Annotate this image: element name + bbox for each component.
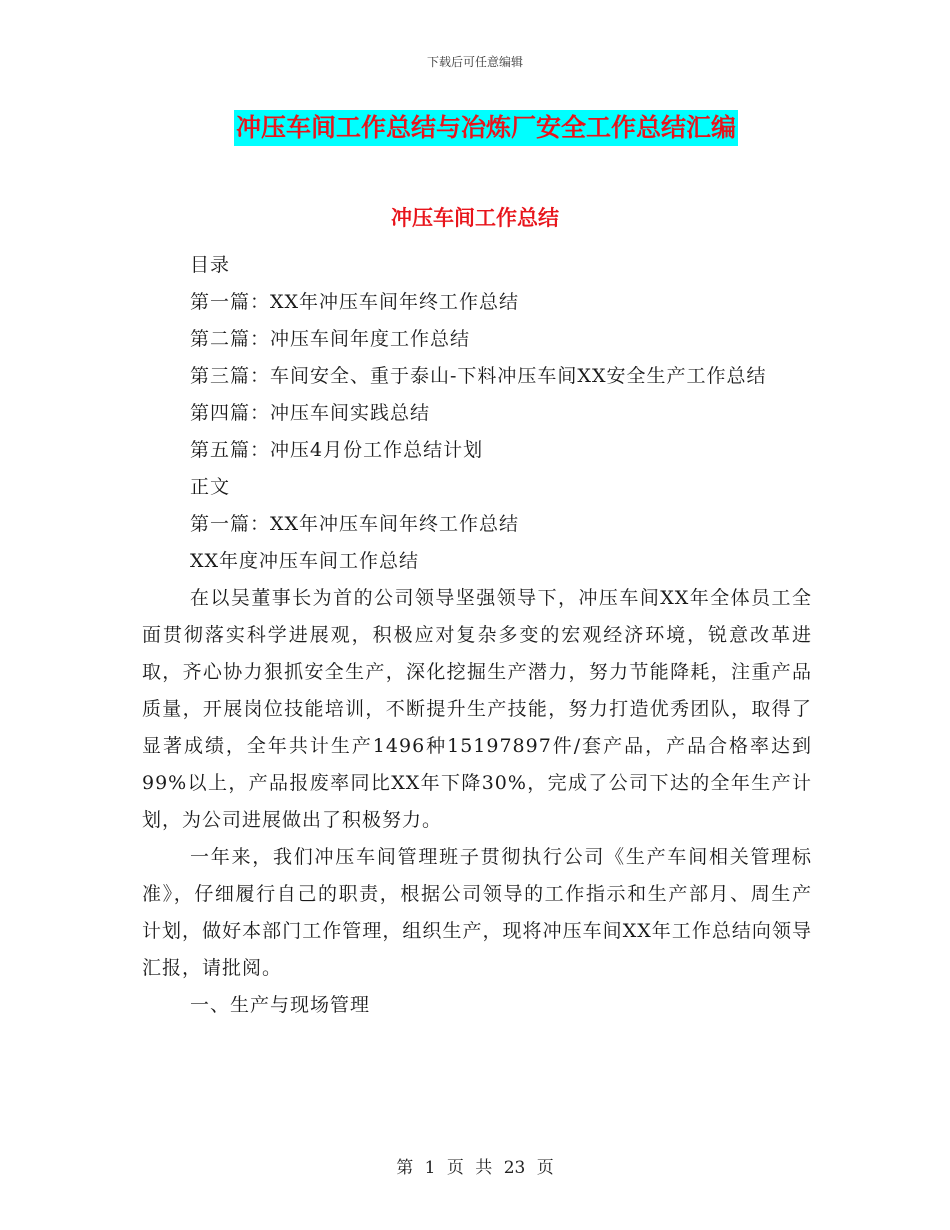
paragraph-body-heading: 正文 [190,476,231,498]
paragraph-toc-item-5: 第五篇：冲压4月份工作总结计划 [190,439,484,461]
document-body [142,247,812,1024]
section-title: 冲压车间工作总结 [391,206,559,230]
paragraph-toc-item-4: 第四篇：冲压车间实践总结 [190,402,431,424]
header-note: 下载后可任意编辑 [426,55,523,69]
paragraph-body-text: 一年来，我们冲压车间管理班子贯彻执行公司《生产车间相关管理标准》，仔细履行自己的职责，根据公司领导的工作指示和生产部月、周生产计划，做好本部门工作管理，组织生产，现将冲压车间XX年工作总结向领导汇报，请批阅。 [142,846,812,979]
paragraph-section-heading: 一、生产与现场管理 [190,994,371,1016]
paragraph-chapter-title: 第一篇：XX年冲压车间年终工作总结 [190,513,520,535]
document-main-title: 冲压车间工作总结与冶炼厂安全工作总结汇编 [234,110,738,146]
paragraph-report-title: XX年度冲压车间工作总结 [190,550,420,572]
paragraph-toc-item-2: 第二篇：冲压车间年度工作总结 [190,328,471,350]
paragraph-toc-item-1: 第一篇：XX年冲压车间年终工作总结 [190,291,520,313]
page-number-footer: 第 1 页 共 23 页 [396,1158,554,1178]
paragraph-toc-item-3: 第三篇：车间安全、重于泰山-下料冲压车间XX安全生产工作总结 [190,365,767,387]
paragraph-body-text: 在以吴董事长为首的公司领导坚强领导下，冲压车间XX年全体员工全面贯彻落实科学进展观，积极应对复杂多变的宏观经济环境，锐意改革进取，齐心协力狠抓安全生产，深化挖掘生产潜力，努力节能降耗，注重产品质量，开展岗位技能培训，不断提升生产技能，努力打造优秀团队，取得了显著成绩，全年共计生产1496种15197897件/套产品，产品合格率达到99%以上，产品报废率同比XX年下降30%，完成了公司下达的全年生产计划，为公司进展做出了积极努力。 [142,587,812,831]
paragraph-toc-heading: 目录 [190,254,231,276]
